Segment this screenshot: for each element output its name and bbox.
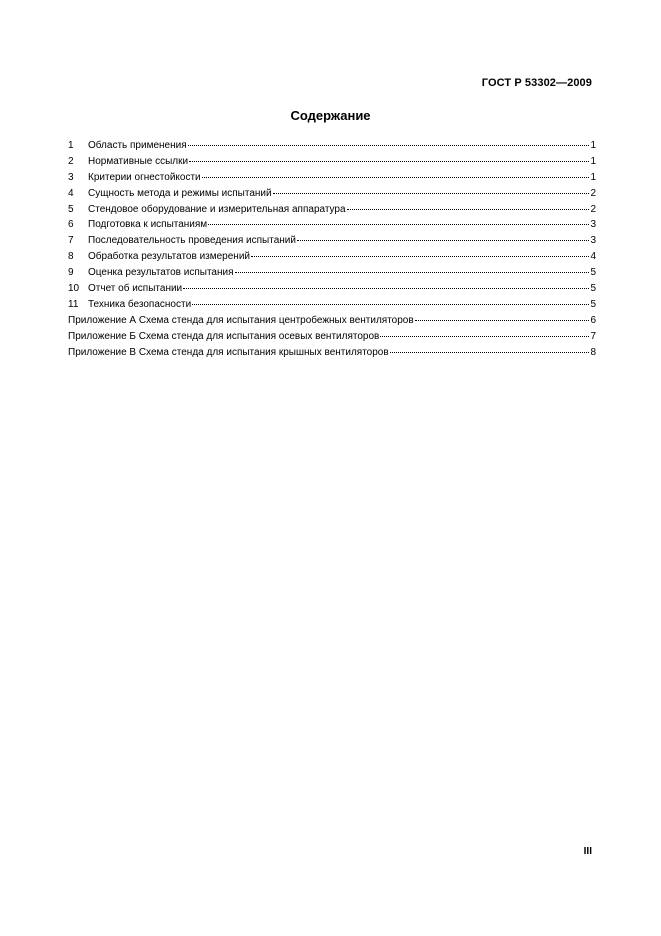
toc-entry-title: Техника безопасности — [88, 298, 192, 310]
toc-entry[interactable] — [68, 202, 596, 218]
toc-leader-dots — [208, 224, 589, 225]
page-number: III — [583, 846, 592, 857]
toc-entry-page: 6 — [590, 314, 596, 326]
toc-entry-page: 5 — [590, 298, 596, 310]
toc-entry-title: Приложение Б Схема стенда для испытания осевых вентиляторов — [68, 330, 380, 342]
toc-entry-appendix[interactable] — [68, 313, 596, 329]
toc-entry-number: 5 — [68, 203, 74, 215]
toc-entry-number: 1 — [68, 140, 74, 151]
toc-entry-page: 1 — [590, 140, 596, 151]
toc-heading: Содержание — [290, 108, 371, 123]
toc-entry-appendix[interactable] — [68, 345, 596, 361]
toc-leader-dots — [415, 320, 590, 321]
toc-entry-title: Область применения — [88, 140, 187, 151]
toc-entry[interactable] — [68, 265, 596, 281]
toc-leader-dots — [347, 209, 590, 210]
toc-entry-title: Отчет об испытании — [88, 283, 183, 295]
toc-entry[interactable] — [68, 249, 596, 265]
toc-entry-appendix[interactable] — [68, 329, 596, 345]
toc-entry-number: 9 — [68, 267, 74, 279]
toc-entry-number: 8 — [68, 251, 74, 263]
toc-entry-title: Нормативные ссылки — [88, 155, 189, 167]
toc-entry-page: 2 — [590, 187, 596, 199]
toc-leader-dots — [251, 256, 589, 257]
toc-leader-dots — [273, 193, 590, 194]
toc-entry-title: Приложение В Схема стенда для испытания крышных вентиляторов — [68, 346, 389, 358]
toc-entry-title: Стендовое оборудование и измерительная аппаратура — [88, 203, 346, 215]
toc-entry-title: Обработка результатов измерений — [88, 251, 250, 263]
toc-leader-dots — [192, 304, 589, 305]
toc-leader-dots — [189, 161, 589, 162]
toc-entry-number: 7 — [68, 235, 74, 247]
toc-entry-page: 5 — [590, 267, 596, 279]
toc-entry-number: 6 — [68, 219, 74, 231]
toc-entry-title: Приложение А Схема стенда для испытания центробежных вентиляторов — [68, 314, 414, 326]
toc-entry-title: Оценка результатов испытания — [88, 267, 234, 279]
toc-entry-number: 10 — [68, 283, 80, 295]
toc-entry[interactable] — [68, 138, 596, 154]
toc-entry[interactable] — [68, 281, 596, 297]
toc-entry[interactable] — [68, 297, 596, 313]
toc-entry-title: Последовательность проведения испытаний — [88, 235, 296, 247]
toc-entry-title: Подготовка к испытаниям — [88, 219, 208, 231]
toc-entry-page: 3 — [590, 219, 596, 231]
toc-entry-page: 4 — [590, 251, 596, 263]
toc-entry-page: 1 — [590, 155, 596, 167]
toc-leader-dots — [202, 177, 590, 178]
toc-entry-title: Критерии огнестойкости — [88, 171, 201, 183]
toc-entry[interactable] — [68, 154, 596, 170]
toc-entry[interactable] — [68, 233, 596, 249]
toc-entry-page: 5 — [590, 283, 596, 295]
document-code: ГОСТ Р 53302—2009 — [481, 77, 592, 89]
toc-leader-dots — [380, 336, 589, 337]
toc-entry-title: Сущность метода и режимы испытаний — [88, 187, 272, 199]
toc-entry-page: 7 — [590, 330, 596, 342]
table-of-contents — [68, 138, 596, 360]
toc-leader-dots — [183, 288, 589, 289]
toc-leader-dots — [235, 272, 590, 273]
toc-entry-page: 1 — [590, 171, 596, 183]
toc-entry[interactable] — [68, 186, 596, 202]
toc-entry-page: 2 — [590, 203, 596, 215]
toc-leader-dots — [297, 240, 589, 241]
toc-leader-dots — [188, 145, 590, 146]
toc-entry[interactable] — [68, 170, 596, 186]
toc-entry-number: 2 — [68, 155, 74, 167]
toc-entry-number: 4 — [68, 187, 74, 199]
toc-entry-number: 11 — [68, 298, 79, 310]
toc-entry[interactable] — [68, 217, 596, 233]
toc-entry-page: 8 — [590, 346, 596, 358]
toc-entry-number: 3 — [68, 171, 74, 183]
toc-leader-dots — [390, 352, 590, 353]
toc-entry-page: 3 — [590, 235, 596, 247]
